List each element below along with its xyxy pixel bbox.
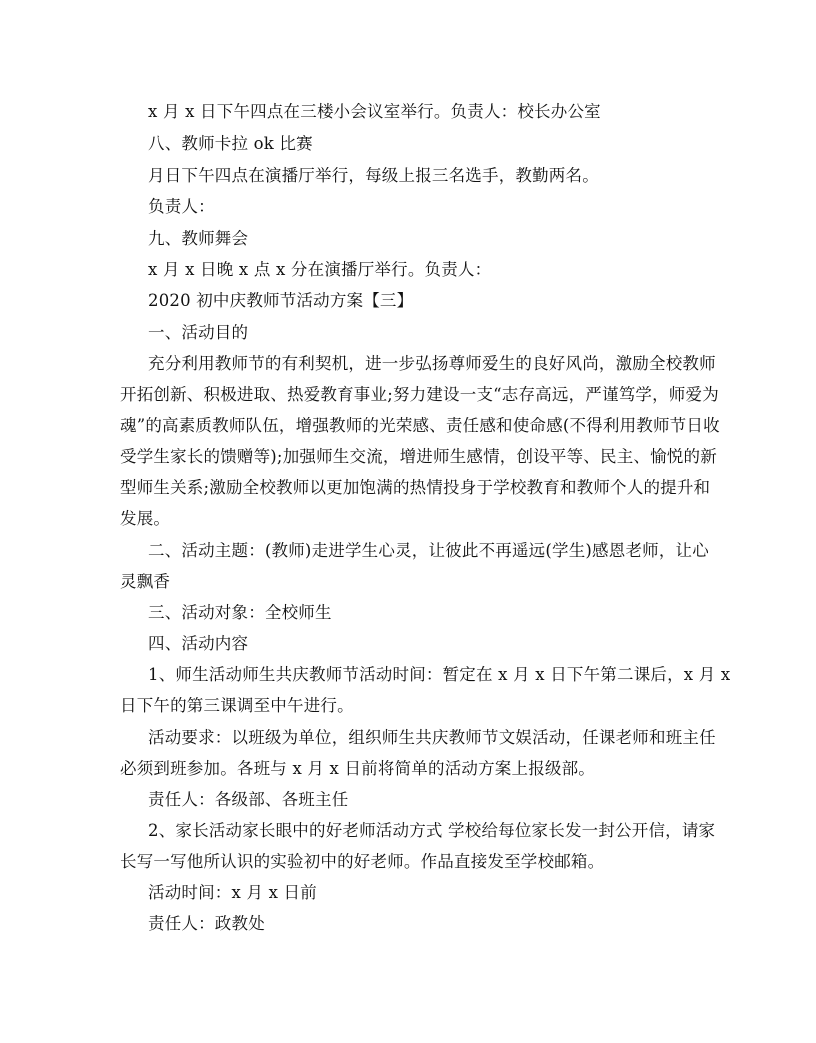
section-heading: 八、教师卡拉 ok 比赛 <box>148 134 313 153</box>
section-heading: 九、教师舞会 <box>148 229 249 248</box>
text-line: 责任人：各级部、各班主任 <box>148 790 349 809</box>
paragraph-line: 魂”的高素质教师队伍，增强教师的光荣感、责任感和使命感(不得利用教师节日收 <box>120 416 720 435</box>
section-heading: 一、活动目的 <box>148 323 249 342</box>
paragraph-line: 型师生关系;激励全校教师以更加饱满的热情投身于学校教育和教师个人的提升和 <box>120 478 711 497</box>
paragraph-line: 1、师生活动师生共庆教师节活动时间：暂定在 x 月 x 日下午第二课后，x 月 x <box>148 665 731 684</box>
paragraph-line: 活动要求：以班级为单位，组织师生共庆教师节文娱活动，任课老师和班主任 <box>148 728 716 747</box>
paragraph-line: 开拓创新、积极进取、热爱教育事业;努力建设一支“志存高远，严谨笃学，师爱为 <box>120 385 719 404</box>
section-heading: 四、活动内容 <box>148 634 249 653</box>
paragraph-line: 充分利用教师节的有利契机，进一步弘扬尊师爱生的良好风尚，激励全校教师 <box>148 354 716 373</box>
text-line: x 月 x 日晚 x 点 x 分在演播厅举行。负责人： <box>148 260 492 279</box>
paragraph-line: 必须到班参加。各班与 x 月 x 日前将简单的活动方案上报级部。 <box>120 759 595 778</box>
paragraph-line: 日下午的第三课调至中午进行。 <box>120 696 354 715</box>
text-line: 月日下午四点在演播厅举行，每级上报三名选手，教勤两名。 <box>148 166 599 185</box>
text-line: 责任人：政教处 <box>148 914 265 933</box>
section-heading: 三、活动对象：全校师生 <box>148 603 332 622</box>
paragraph-line: 发展。 <box>120 509 171 528</box>
text-line: x 月 x 日下午四点在三楼小会议室举行。负责人：校长办公室 <box>148 102 601 121</box>
paragraph-line: 长写一写他所认识的实验初中的好老师。作品直接发至学校邮箱。 <box>120 852 605 871</box>
paragraph-line: 灵飘香 <box>120 572 171 591</box>
text-line: 活动时间：x 月 x 日前 <box>148 883 317 902</box>
paragraph-line: 2、家长活动家长眼中的好老师活动方式 学校给每位家长发一封公开信，请家 <box>148 821 716 840</box>
text-line: 负责人： <box>148 197 215 216</box>
paragraph-line: 受学生家长的馈赠等);加强师生交流，增进师生感情，创设平等、民主、愉悦的新 <box>120 447 717 466</box>
paragraph-line: 二、活动主题：(教师)走进学生心灵，让彼此不再遥远(学生)感恩老师，让心 <box>148 541 709 560</box>
document-title: 2020 初中庆教师节活动方案【三】 <box>148 291 414 310</box>
